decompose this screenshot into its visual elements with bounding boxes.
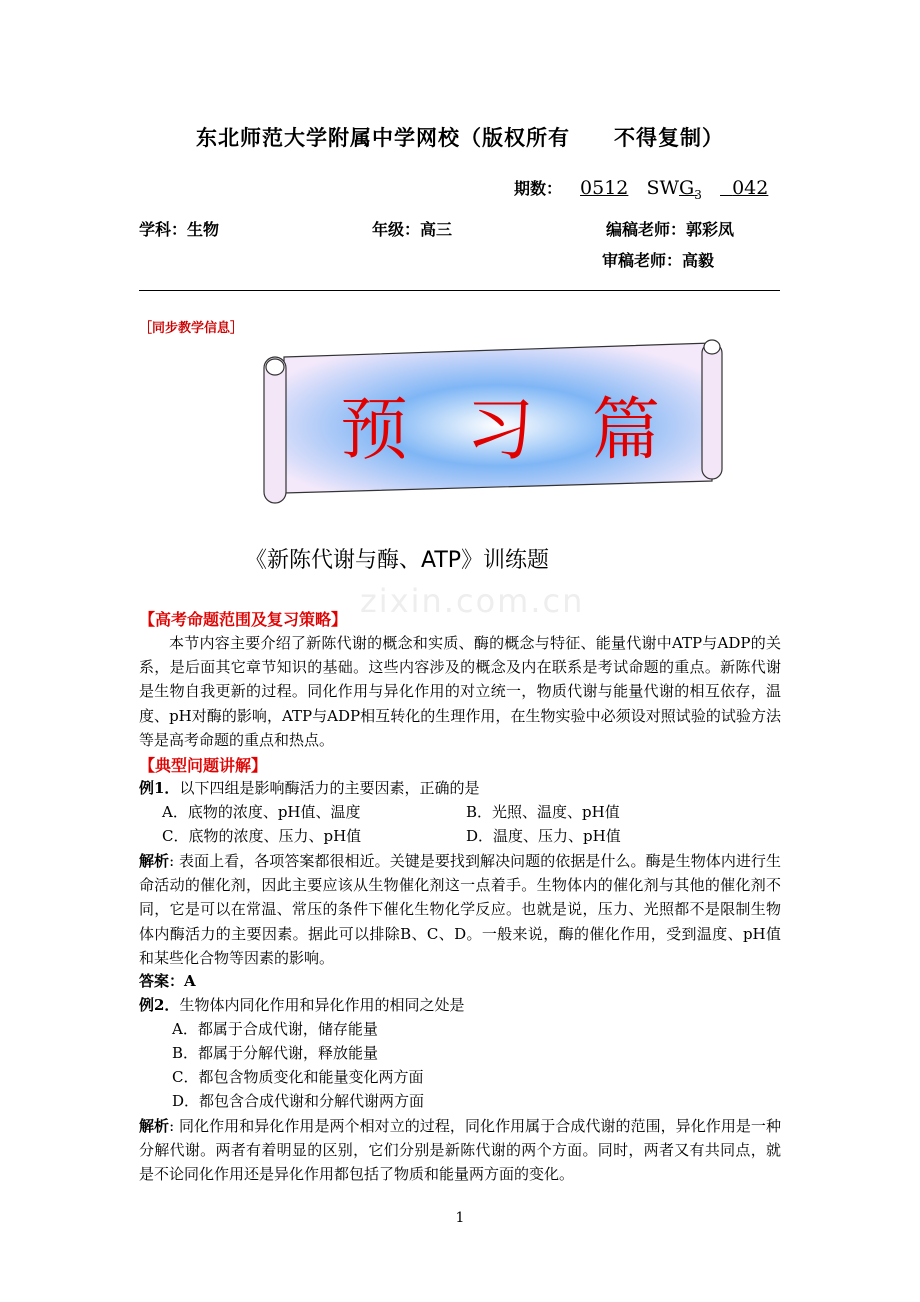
example2-analysis: 解析: 同化作用和异化作用是两个相对立的过程，同化作用属于合成代谢的范围，异化作用是一种分解代谢。两者有着明显的区别，它们分别是新陈代谢的两个方面。同时，两者又有共同点，就是不论同化作用还是异化作用都包括了物质和能量两方面的变化。 xyxy=(139,1117,781,1184)
example1-option-d: D．温度、压力、pH值 xyxy=(466,827,621,845)
sync-info-label: ［同步教学信息］ xyxy=(139,321,244,336)
banner-char-1: 预 xyxy=(340,391,409,470)
watermark: zixin.com.cn xyxy=(360,582,585,620)
issue-code-2: $SWG_3$ xyxy=(646,177,702,202)
banner-text xyxy=(300,376,700,473)
issue-code-1: 0512 xyxy=(580,177,629,199)
section-heading-strategy: 【高考命题范围及复习策略】 xyxy=(139,610,348,629)
banner-char-2: 习 xyxy=(465,391,534,470)
example2-option-b: B．都属于分解代谢，释放能量 xyxy=(172,1044,379,1062)
document-title: 东北师范大学附属中学网校（版权所有 不得复制） xyxy=(196,126,724,150)
grade: 年级：高三 xyxy=(372,220,453,239)
issue-code-3: 042 xyxy=(732,177,769,199)
issue-number xyxy=(514,176,768,202)
section-heading-examples: 【典型问题讲解】 xyxy=(139,756,268,775)
example1-option-a: A．底物的浓度、pH值、温度 xyxy=(162,803,361,821)
example2-option-d: D．都包含合成代谢和分解代谢两方面 xyxy=(172,1092,425,1110)
subject: 学科：生物 xyxy=(139,220,220,239)
issue-label: 期数： xyxy=(514,179,563,198)
example1-analysis: 解析: 表面上看，各项答案都很相近。关键是要找到解决问题的依据是什么。酶是生物体内进行生命活动的催化剂，因此主要应该从生物催化剂这一点着手。生物体内的催化剂与其他的催化剂不同，它是可以在常温、常压的条件下催化生物化学反应。也就是说，压力、光照都不是限制生物体内酶活力的主要因素。据此可以排除B、C、D。一般来说，酶的催化作用，受到温度、pH值和某些化合物等因素的影响。 xyxy=(139,852,781,967)
banner-char-3: 篇 xyxy=(591,391,660,470)
example1-question: 例1．以下四组是影响酶活力的主要因素，正确的是 xyxy=(139,779,480,797)
example2-question: 例2．生物体内同化作用和异化作用的相同之处是 xyxy=(139,996,465,1014)
example1-option-b: B．光照、温度、pH值 xyxy=(466,803,620,821)
page-number: 1 xyxy=(455,1210,465,1226)
example1-answer: 答案：A xyxy=(139,972,196,990)
example1-option-c: C．底物的浓度、压力、pH值 xyxy=(162,827,362,845)
header-divider xyxy=(139,290,780,291)
exercise-title: 《新陈代谢与酶、ATP》训练题 xyxy=(245,548,550,573)
example2-option-c: C．都包含物质变化和能量变化两方面 xyxy=(172,1068,424,1086)
editor: 编稿老师：郭彩凤 xyxy=(606,220,735,239)
strategy-paragraph: 本节内容主要介绍了新陈代谢的概念和实质、酶的概念与特征、能量代谢中ATP与ADP的关系，是后面其它章节知识的基础。这些内容涉及的概念及内在联系是考试命题的重点。新陈代谢是生物自我更新的过程。同化作用与异化作用的对立统一，物质代谢与能量代谢的相互依存，温度、pH对酶的影响，ATP与ADP相互转化的生理作用，在生物实验中必须设对照试验的试验方法等是高考命题的重点和热点。 xyxy=(139,634,781,749)
reviewer: 审稿老师：高毅 xyxy=(602,251,715,270)
example2-option-a: A．都属于合成代谢，储存能量 xyxy=(172,1020,378,1038)
